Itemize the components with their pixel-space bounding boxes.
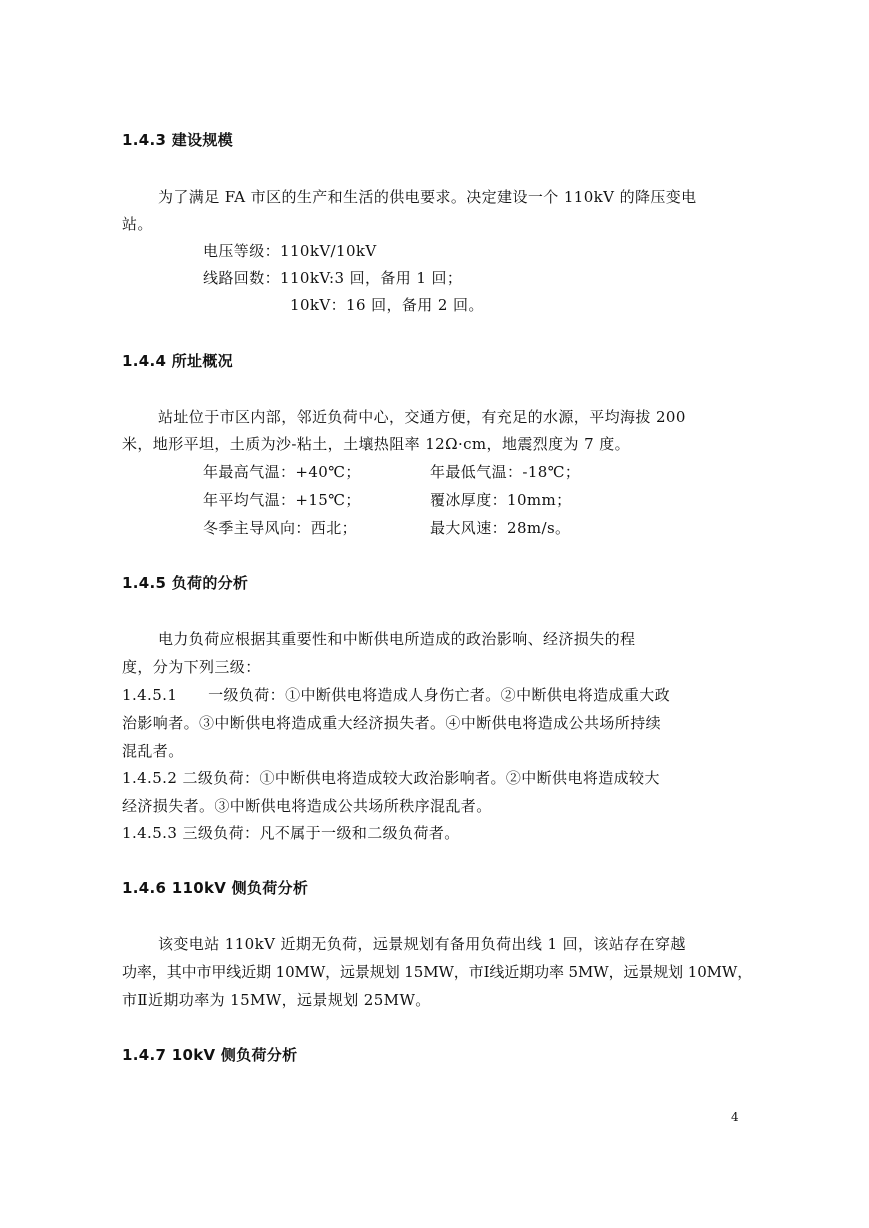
section-heading-1-4-6: 1.4.6 110kV 侧负荷分析	[122, 879, 309, 897]
load-class-2: 1.4.5.2 二级负荷：①中断供电将造成较大政治影响者。②中断供电将造成较大	[122, 769, 660, 787]
load-class-1: 混乱者。	[122, 742, 184, 760]
load-class-1: 治影响者。③中断供电将造成重大经济损失者。④中断供电将造成公共场所持续	[122, 714, 662, 732]
paragraph-line: 市Ⅱ近期功率为 15MW，远景规划 25MW。	[122, 991, 431, 1009]
section-heading-1-4-5: 1.4.5 负荷的分析	[122, 574, 249, 592]
paragraph-line: 为了满足 FA 市区的生产和生活的供电要求。决定建设一个 110kV 的降压变电	[158, 188, 697, 206]
climate-item: 年最低气温：-18℃；	[430, 463, 581, 481]
load-class-1: 1.4.5.1 一级负荷：①中断供电将造成人身伤亡者。②中断供电将造成重大政	[122, 686, 671, 704]
climate-item: 冬季主导风向：西北；	[203, 519, 358, 537]
climate-item: 覆冰厚度：10mm；	[430, 491, 572, 509]
section-heading-1-4-4: 1.4.4 所址概况	[122, 352, 233, 370]
climate-item: 年最高气温：+40℃；	[203, 463, 361, 481]
paragraph-line: 该变电站 110kV 近期无负荷，远景规划有备用负荷出线 1 回，该站存在穿越	[158, 935, 686, 953]
paragraph-line: 度，分为下列三级：	[122, 658, 261, 676]
page-number: 4	[731, 1110, 739, 1124]
paragraph-line: 站。	[122, 215, 153, 233]
voltage-level: 电压等级：110kV/10kV	[203, 242, 377, 260]
paragraph-line: 电力负荷应根据其重要性和中断供电所造成的政治影响、经济损失的程	[158, 630, 636, 648]
line-count-110kv: 线路回数：110kV:3 回，备用 1 回；	[203, 269, 463, 287]
line-count-10kv: 10kV：16 回，备用 2 回。	[290, 296, 484, 314]
paragraph-line: 站址位于市区内部，邻近负荷中心，交通方便，有充足的水源，平均海拔 200	[158, 408, 686, 426]
section-heading-1-4-3: 1.4.3 建设规模	[122, 131, 233, 149]
paragraph-line: 功率，其中市甲线近期 10MW，远景规划 15MW，市Ⅰ线近期功率 5MW，远景规划 10MW，	[122, 963, 753, 981]
section-heading-1-4-7: 1.4.7 10kV 侧负荷分析	[122, 1046, 298, 1064]
load-class-2: 经济损失者。③中断供电将造成公共场所秩序混乱者。	[122, 797, 492, 815]
climate-item: 年平均气温：+15℃；	[203, 491, 361, 509]
load-class-3: 1.4.5.3 三级负荷：凡不属于一级和二级负荷者。	[122, 824, 460, 842]
paragraph-line: 米，地形平坦，土质为沙-粘土，土壤热阻率 12Ω·cm，地震烈度为 7 度。	[122, 435, 631, 453]
climate-item: 最大风速：28m/s。	[430, 519, 571, 537]
